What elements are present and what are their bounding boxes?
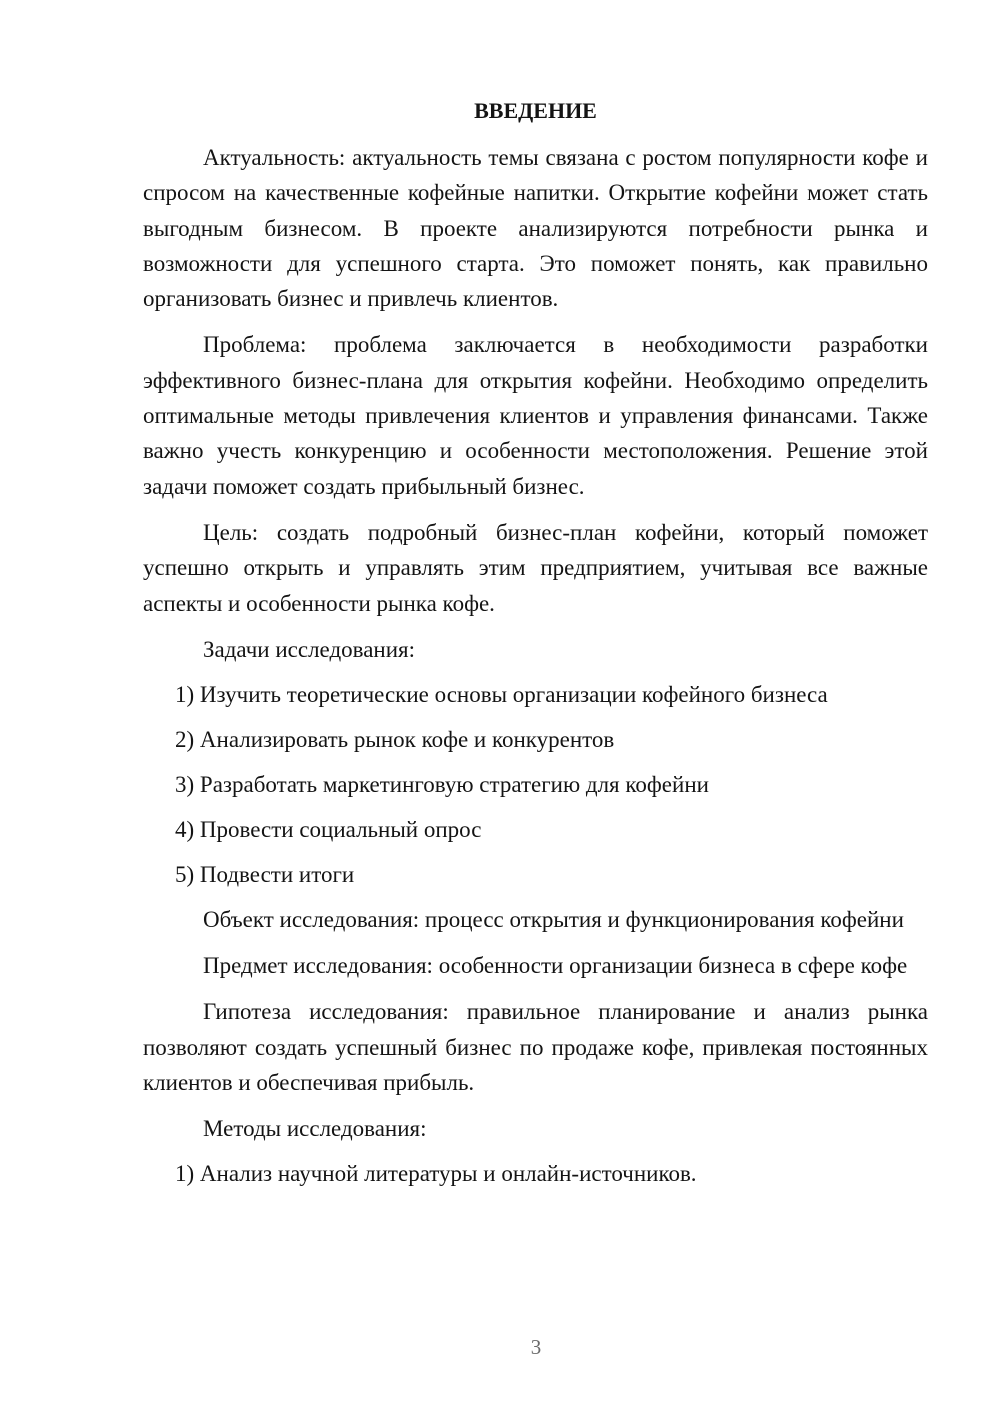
task-item: 1) Изучить теоретические основы организации кофейного бизнеса <box>175 681 828 707</box>
methods-list <box>143 1156 928 1191</box>
goal-paragraph: Цель: создать подробный бизнес-план кофейни, который поможет успешно открыть и управлять этим предприятием, учитывая все важные аспекты и особенности рынка кофе. <box>143 519 928 616</box>
task-item: 4) Провести социальный опрос <box>175 816 482 842</box>
task-item: 5) Подвести итоги <box>175 861 355 887</box>
task-item: 2) Анализировать рынок кофе и конкурентов <box>175 726 615 752</box>
problem-paragraph: Проблема: проблема заключается в необходимости разработки эффективного бизнес-плана для открытия кофейни. Необходимо определить оптимальные методы привлечения клиентов и управления финансами. Также важно учесть конкуренцию и особенности местоположения. Решение этой задачи поможет создать прибыльный бизнес. <box>143 332 928 499</box>
tasks-title: Задачи исследования: <box>203 636 416 662</box>
subject-paragraph: Предмет исследования: особенности организации бизнеса в сфере кофе <box>203 953 908 979</box>
hypothesis-paragraph: Гипотеза исследования: правильное планирование и анализ рынка позволяют создать успешный бизнес по продаже кофе, привлекая постоянных клиентов и обеспечивая прибыль. <box>143 999 928 1096</box>
page-number: 3 <box>530 1335 542 1359</box>
page-content <box>143 96 928 1201</box>
methods-title: Методы исследования: <box>203 1116 427 1142</box>
method-item: 1) Анализ научной литературы и онлайн-источников. <box>175 1161 697 1187</box>
task-item: 3) Разработать маркетинговую стратегию для кофейни <box>175 771 709 797</box>
section-heading: ВВЕДЕНИЕ <box>474 98 597 123</box>
tasks-list <box>143 677 928 892</box>
object-paragraph: Объект исследования: процесс открытия и функционирования кофейни <box>203 906 904 932</box>
relevance-paragraph: Актуальность: актуальность темы связана с ростом популярности кофе и спросом на качественные кофейные напитки. Открытие кофейни может стать выгодным бизнесом. В проекте анализируются потребности рынка и возможности для успешного старта. Это поможет понять, как правильно организовать бизнес и привлечь клиентов. <box>143 145 928 312</box>
